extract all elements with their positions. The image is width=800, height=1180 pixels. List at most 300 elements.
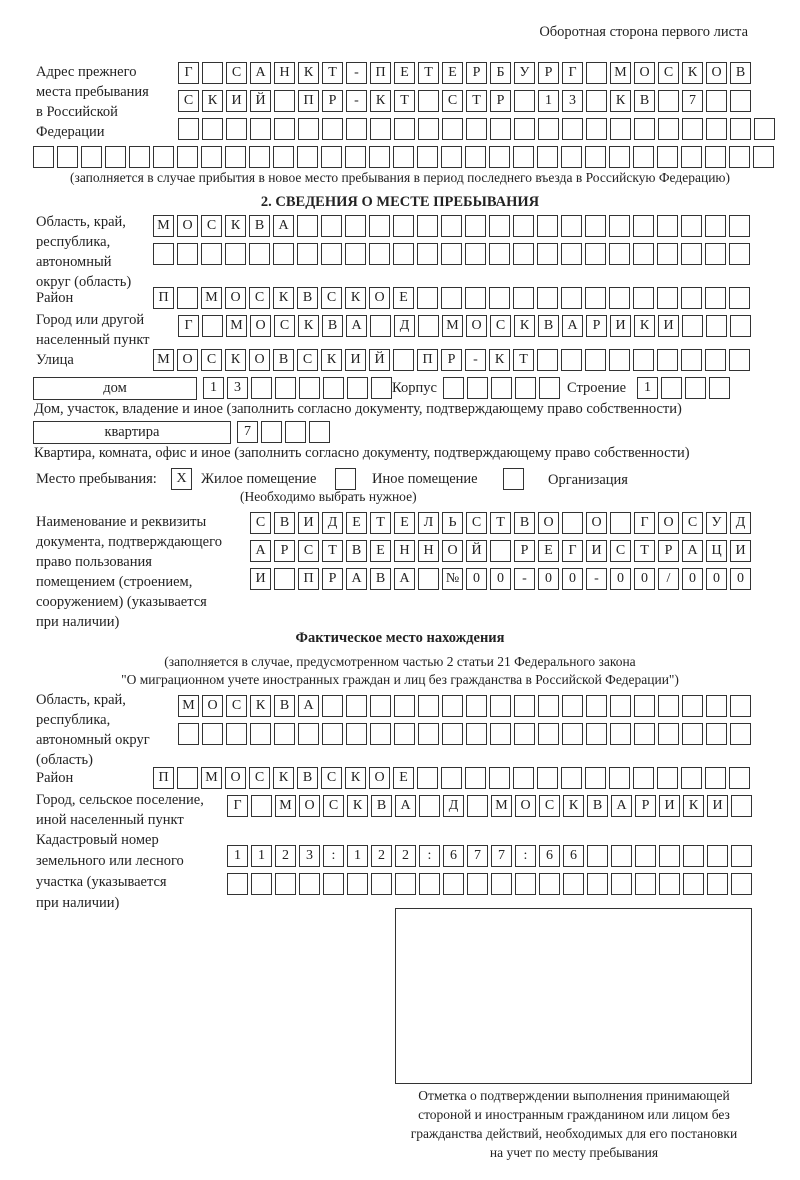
char-cell[interactable]: - bbox=[346, 62, 367, 84]
char-cell[interactable] bbox=[489, 287, 510, 309]
char-cell[interactable] bbox=[322, 695, 343, 717]
char-cell[interactable] bbox=[491, 377, 512, 399]
char-cell[interactable]: 2 bbox=[371, 845, 392, 867]
char-cell[interactable]: 0 bbox=[562, 568, 583, 590]
char-cell[interactable] bbox=[609, 767, 630, 789]
char-cell[interactable] bbox=[514, 90, 535, 112]
char-cell[interactable] bbox=[633, 767, 654, 789]
char-cell[interactable] bbox=[322, 118, 343, 140]
char-cell[interactable] bbox=[681, 287, 702, 309]
char-cell[interactable] bbox=[657, 767, 678, 789]
char-cell[interactable]: Г bbox=[634, 512, 655, 534]
char-cell[interactable]: 1 bbox=[538, 90, 559, 112]
char-cell[interactable] bbox=[251, 377, 272, 399]
char-cell[interactable] bbox=[539, 377, 560, 399]
char-cell[interactable]: 2 bbox=[395, 845, 416, 867]
char-cell[interactable] bbox=[609, 215, 630, 237]
char-cell[interactable] bbox=[417, 287, 438, 309]
char-cell[interactable]: Е bbox=[393, 767, 414, 789]
char-cell[interactable]: М bbox=[153, 215, 174, 237]
char-cell[interactable]: А bbox=[346, 568, 367, 590]
char-cell[interactable]: А bbox=[346, 315, 367, 337]
char-cell[interactable]: В bbox=[538, 315, 559, 337]
char-cell[interactable] bbox=[586, 62, 607, 84]
char-cell[interactable] bbox=[491, 873, 512, 895]
char-cell[interactable]: - bbox=[586, 568, 607, 590]
char-cell[interactable] bbox=[251, 795, 272, 817]
char-cell[interactable] bbox=[225, 243, 246, 265]
char-cell[interactable]: В bbox=[730, 62, 751, 84]
char-cell[interactable]: 0 bbox=[538, 568, 559, 590]
char-cell[interactable] bbox=[661, 377, 682, 399]
char-cell[interactable]: К bbox=[202, 90, 223, 112]
char-cell[interactable]: С bbox=[226, 62, 247, 84]
char-cell[interactable] bbox=[730, 90, 751, 112]
char-cell[interactable] bbox=[513, 146, 534, 168]
char-cell[interactable] bbox=[274, 723, 295, 745]
char-cell[interactable] bbox=[635, 845, 656, 867]
char-cell[interactable] bbox=[153, 146, 174, 168]
char-cell[interactable] bbox=[682, 695, 703, 717]
char-cell[interactable] bbox=[634, 695, 655, 717]
char-cell[interactable] bbox=[441, 215, 462, 237]
char-cell[interactable] bbox=[515, 873, 536, 895]
char-cell[interactable]: Р bbox=[658, 540, 679, 562]
char-cell[interactable] bbox=[419, 795, 440, 817]
char-cell[interactable] bbox=[393, 243, 414, 265]
char-cell[interactable]: И bbox=[659, 795, 680, 817]
char-cell[interactable] bbox=[561, 287, 582, 309]
char-cell[interactable]: С bbox=[249, 767, 270, 789]
char-cell[interactable] bbox=[633, 349, 654, 371]
char-cell[interactable]: 0 bbox=[706, 568, 727, 590]
char-cell[interactable] bbox=[729, 287, 750, 309]
char-cell[interactable] bbox=[201, 146, 222, 168]
char-cell[interactable]: О bbox=[177, 349, 198, 371]
char-cell[interactable]: А bbox=[611, 795, 632, 817]
char-cell[interactable]: М bbox=[442, 315, 463, 337]
char-cell[interactable]: О bbox=[515, 795, 536, 817]
char-cell[interactable]: 3 bbox=[562, 90, 583, 112]
char-cell[interactable]: В bbox=[273, 349, 294, 371]
char-cell[interactable]: Г bbox=[562, 62, 583, 84]
char-cell[interactable] bbox=[705, 146, 726, 168]
char-cell[interactable]: Й bbox=[250, 90, 271, 112]
char-cell[interactable]: О bbox=[466, 315, 487, 337]
char-cell[interactable] bbox=[441, 767, 462, 789]
char-cell[interactable]: Д bbox=[730, 512, 751, 534]
char-cell[interactable] bbox=[633, 287, 654, 309]
char-cell[interactable] bbox=[513, 215, 534, 237]
char-cell[interactable] bbox=[250, 118, 271, 140]
char-cell[interactable] bbox=[275, 873, 296, 895]
char-cell[interactable] bbox=[153, 243, 174, 265]
char-cell[interactable] bbox=[682, 118, 703, 140]
char-cell[interactable] bbox=[514, 695, 535, 717]
char-cell[interactable]: В bbox=[322, 315, 343, 337]
char-cell[interactable] bbox=[105, 146, 126, 168]
char-cell[interactable]: Е bbox=[393, 287, 414, 309]
char-cell[interactable] bbox=[633, 215, 654, 237]
char-cell[interactable]: Б bbox=[490, 62, 511, 84]
char-cell[interactable] bbox=[489, 243, 510, 265]
char-cell[interactable]: К bbox=[370, 90, 391, 112]
char-cell[interactable] bbox=[489, 767, 510, 789]
char-cell[interactable]: С bbox=[249, 287, 270, 309]
char-cell[interactable] bbox=[417, 215, 438, 237]
char-cell[interactable]: Т bbox=[322, 540, 343, 562]
char-cell[interactable] bbox=[706, 315, 727, 337]
char-cell[interactable] bbox=[658, 723, 679, 745]
char-cell[interactable] bbox=[585, 767, 606, 789]
char-cell[interactable]: С bbox=[539, 795, 560, 817]
char-cell[interactable]: А bbox=[250, 62, 271, 84]
char-cell[interactable]: В bbox=[370, 568, 391, 590]
char-cell[interactable] bbox=[226, 118, 247, 140]
char-cell[interactable] bbox=[321, 215, 342, 237]
char-cell[interactable]: С bbox=[201, 215, 222, 237]
char-cell[interactable]: Л bbox=[418, 512, 439, 534]
char-cell[interactable] bbox=[467, 795, 488, 817]
char-cell[interactable] bbox=[563, 873, 584, 895]
char-cell[interactable] bbox=[682, 315, 703, 337]
char-cell[interactable]: В bbox=[297, 767, 318, 789]
char-cell[interactable] bbox=[609, 287, 630, 309]
char-cell[interactable]: 0 bbox=[490, 568, 511, 590]
char-cell[interactable] bbox=[562, 512, 583, 534]
char-cell[interactable] bbox=[465, 287, 486, 309]
char-cell[interactable] bbox=[347, 377, 368, 399]
char-cell[interactable]: И bbox=[345, 349, 366, 371]
char-cell[interactable] bbox=[681, 767, 702, 789]
char-cell[interactable]: П bbox=[298, 90, 319, 112]
char-cell[interactable] bbox=[394, 118, 415, 140]
char-cell[interactable]: В bbox=[634, 90, 655, 112]
char-cell[interactable]: И bbox=[298, 512, 319, 534]
char-cell[interactable]: Р bbox=[322, 90, 343, 112]
char-cell[interactable] bbox=[659, 845, 680, 867]
char-cell[interactable] bbox=[441, 243, 462, 265]
char-cell[interactable]: К bbox=[489, 349, 510, 371]
char-cell[interactable] bbox=[658, 118, 679, 140]
char-cell[interactable] bbox=[418, 118, 439, 140]
char-cell[interactable] bbox=[275, 377, 296, 399]
char-cell[interactable] bbox=[225, 146, 246, 168]
char-cell[interactable] bbox=[730, 695, 751, 717]
char-cell[interactable]: Г bbox=[178, 62, 199, 84]
char-cell[interactable] bbox=[610, 512, 631, 534]
char-cell[interactable]: О bbox=[586, 512, 607, 534]
char-cell[interactable]: С bbox=[321, 767, 342, 789]
flat-type-field[interactable]: квартира bbox=[33, 421, 231, 444]
char-cell[interactable]: Ь bbox=[442, 512, 463, 534]
char-cell[interactable]: П bbox=[153, 767, 174, 789]
char-cell[interactable] bbox=[297, 146, 318, 168]
char-cell[interactable]: № bbox=[442, 568, 463, 590]
char-cell[interactable]: К bbox=[683, 795, 704, 817]
char-cell[interactable]: А bbox=[394, 568, 415, 590]
char-cell[interactable] bbox=[562, 723, 583, 745]
char-cell[interactable] bbox=[298, 118, 319, 140]
char-cell[interactable] bbox=[417, 767, 438, 789]
char-cell[interactable]: С bbox=[321, 287, 342, 309]
char-cell[interactable]: И bbox=[226, 90, 247, 112]
char-cell[interactable] bbox=[418, 568, 439, 590]
char-cell[interactable] bbox=[514, 723, 535, 745]
char-cell[interactable]: - bbox=[465, 349, 486, 371]
char-cell[interactable]: Д bbox=[322, 512, 343, 534]
char-cell[interactable]: 0 bbox=[730, 568, 751, 590]
char-cell[interactable]: И bbox=[707, 795, 728, 817]
char-cell[interactable] bbox=[633, 146, 654, 168]
char-cell[interactable] bbox=[370, 695, 391, 717]
char-cell[interactable] bbox=[705, 287, 726, 309]
char-cell[interactable]: И bbox=[658, 315, 679, 337]
char-cell[interactable]: Ц bbox=[706, 540, 727, 562]
char-cell[interactable] bbox=[274, 568, 295, 590]
char-cell[interactable] bbox=[178, 118, 199, 140]
char-cell[interactable] bbox=[274, 90, 295, 112]
char-cell[interactable] bbox=[370, 118, 391, 140]
char-cell[interactable]: О bbox=[538, 512, 559, 534]
char-cell[interactable] bbox=[371, 377, 392, 399]
char-cell[interactable] bbox=[561, 767, 582, 789]
char-cell[interactable] bbox=[177, 146, 198, 168]
char-cell[interactable] bbox=[466, 118, 487, 140]
char-cell[interactable]: В bbox=[249, 215, 270, 237]
stay-option-checkbox-residential[interactable]: X bbox=[171, 468, 192, 490]
char-cell[interactable] bbox=[465, 215, 486, 237]
char-cell[interactable] bbox=[705, 215, 726, 237]
char-cell[interactable] bbox=[393, 146, 414, 168]
char-cell[interactable] bbox=[683, 873, 704, 895]
char-cell[interactable]: 0 bbox=[466, 568, 487, 590]
char-cell[interactable] bbox=[489, 215, 510, 237]
char-cell[interactable] bbox=[562, 695, 583, 717]
char-cell[interactable]: А bbox=[395, 795, 416, 817]
char-cell[interactable]: С bbox=[610, 540, 631, 562]
char-cell[interactable]: Т bbox=[418, 62, 439, 84]
char-cell[interactable]: Е bbox=[394, 62, 415, 84]
char-cell[interactable] bbox=[707, 873, 728, 895]
char-cell[interactable] bbox=[226, 723, 247, 745]
char-cell[interactable]: А bbox=[562, 315, 583, 337]
char-cell[interactable] bbox=[323, 873, 344, 895]
char-cell[interactable]: : bbox=[323, 845, 344, 867]
char-cell[interactable] bbox=[395, 873, 416, 895]
char-cell[interactable] bbox=[321, 146, 342, 168]
char-cell[interactable]: М bbox=[153, 349, 174, 371]
char-cell[interactable] bbox=[538, 723, 559, 745]
char-cell[interactable] bbox=[731, 873, 752, 895]
char-cell[interactable]: 0 bbox=[682, 568, 703, 590]
char-cell[interactable] bbox=[81, 146, 102, 168]
char-cell[interactable] bbox=[177, 767, 198, 789]
char-cell[interactable]: Д bbox=[443, 795, 464, 817]
char-cell[interactable]: Й bbox=[369, 349, 390, 371]
house-type-field[interactable]: дом bbox=[33, 377, 197, 400]
char-cell[interactable] bbox=[705, 767, 726, 789]
char-cell[interactable]: А bbox=[250, 540, 271, 562]
char-cell[interactable] bbox=[418, 695, 439, 717]
char-cell[interactable] bbox=[345, 243, 366, 265]
char-cell[interactable]: Т bbox=[513, 349, 534, 371]
char-cell[interactable] bbox=[706, 90, 727, 112]
char-cell[interactable] bbox=[706, 723, 727, 745]
char-cell[interactable]: М bbox=[610, 62, 631, 84]
char-cell[interactable]: М bbox=[178, 695, 199, 717]
char-cell[interactable] bbox=[202, 315, 223, 337]
char-cell[interactable] bbox=[250, 723, 271, 745]
char-cell[interactable]: С bbox=[297, 349, 318, 371]
char-cell[interactable] bbox=[261, 421, 282, 443]
char-cell[interactable] bbox=[753, 146, 774, 168]
char-cell[interactable]: Й bbox=[466, 540, 487, 562]
char-cell[interactable]: Т bbox=[490, 512, 511, 534]
char-cell[interactable] bbox=[297, 215, 318, 237]
char-cell[interactable]: А bbox=[273, 215, 294, 237]
char-cell[interactable]: Д bbox=[394, 315, 415, 337]
char-cell[interactable] bbox=[321, 243, 342, 265]
char-cell[interactable] bbox=[201, 243, 222, 265]
char-cell[interactable] bbox=[513, 243, 534, 265]
char-cell[interactable] bbox=[729, 767, 750, 789]
char-cell[interactable]: 6 bbox=[443, 845, 464, 867]
char-cell[interactable]: 7 bbox=[682, 90, 703, 112]
char-cell[interactable] bbox=[273, 243, 294, 265]
char-cell[interactable]: Т bbox=[394, 90, 415, 112]
char-cell[interactable]: А bbox=[682, 540, 703, 562]
char-cell[interactable] bbox=[729, 215, 750, 237]
char-cell[interactable] bbox=[489, 146, 510, 168]
char-cell[interactable]: К bbox=[345, 767, 366, 789]
char-cell[interactable] bbox=[442, 695, 463, 717]
char-cell[interactable] bbox=[562, 118, 583, 140]
char-cell[interactable] bbox=[561, 349, 582, 371]
char-cell[interactable]: К bbox=[345, 287, 366, 309]
char-cell[interactable]: У bbox=[706, 512, 727, 534]
char-cell[interactable] bbox=[681, 215, 702, 237]
char-cell[interactable] bbox=[561, 215, 582, 237]
char-cell[interactable] bbox=[418, 315, 439, 337]
char-cell[interactable] bbox=[202, 62, 223, 84]
char-cell[interactable] bbox=[730, 723, 751, 745]
char-cell[interactable]: С bbox=[274, 315, 295, 337]
char-cell[interactable] bbox=[706, 118, 727, 140]
char-cell[interactable] bbox=[659, 873, 680, 895]
char-cell[interactable]: Н bbox=[274, 62, 295, 84]
char-cell[interactable] bbox=[309, 421, 330, 443]
char-cell[interactable] bbox=[537, 215, 558, 237]
char-cell[interactable] bbox=[394, 695, 415, 717]
char-cell[interactable] bbox=[322, 723, 343, 745]
char-cell[interactable] bbox=[754, 118, 775, 140]
char-cell[interactable] bbox=[610, 723, 631, 745]
stay-option-checkbox-other[interactable] bbox=[335, 468, 356, 490]
char-cell[interactable] bbox=[393, 349, 414, 371]
char-cell[interactable]: М bbox=[201, 287, 222, 309]
char-cell[interactable] bbox=[730, 118, 751, 140]
char-cell[interactable]: Р bbox=[441, 349, 462, 371]
char-cell[interactable]: П bbox=[153, 287, 174, 309]
char-cell[interactable] bbox=[346, 118, 367, 140]
char-cell[interactable]: : bbox=[419, 845, 440, 867]
char-cell[interactable] bbox=[609, 243, 630, 265]
char-cell[interactable] bbox=[729, 243, 750, 265]
char-cell[interactable] bbox=[537, 243, 558, 265]
char-cell[interactable] bbox=[586, 695, 607, 717]
char-cell[interactable]: О bbox=[442, 540, 463, 562]
char-cell[interactable] bbox=[609, 349, 630, 371]
char-cell[interactable]: О bbox=[706, 62, 727, 84]
char-cell[interactable]: П bbox=[370, 62, 391, 84]
char-cell[interactable] bbox=[537, 349, 558, 371]
char-cell[interactable]: 2 bbox=[275, 845, 296, 867]
char-cell[interactable]: 3 bbox=[227, 377, 248, 399]
char-cell[interactable]: О bbox=[369, 287, 390, 309]
char-cell[interactable] bbox=[633, 243, 654, 265]
char-cell[interactable] bbox=[418, 723, 439, 745]
char-cell[interactable]: К bbox=[634, 315, 655, 337]
char-cell[interactable]: 7 bbox=[467, 845, 488, 867]
char-cell[interactable]: К bbox=[321, 349, 342, 371]
char-cell[interactable]: П bbox=[298, 568, 319, 590]
char-cell[interactable] bbox=[585, 215, 606, 237]
char-cell[interactable] bbox=[585, 287, 606, 309]
char-cell[interactable]: К bbox=[298, 62, 319, 84]
char-cell[interactable]: А bbox=[298, 695, 319, 717]
char-cell[interactable] bbox=[706, 695, 727, 717]
char-cell[interactable] bbox=[515, 377, 536, 399]
char-cell[interactable]: К bbox=[514, 315, 535, 337]
char-cell[interactable]: С bbox=[226, 695, 247, 717]
char-cell[interactable]: С bbox=[658, 62, 679, 84]
char-cell[interactable] bbox=[585, 243, 606, 265]
char-cell[interactable] bbox=[587, 873, 608, 895]
char-cell[interactable]: В bbox=[274, 695, 295, 717]
char-cell[interactable]: И bbox=[586, 540, 607, 562]
char-cell[interactable] bbox=[731, 845, 752, 867]
char-cell[interactable] bbox=[441, 287, 462, 309]
char-cell[interactable] bbox=[539, 873, 560, 895]
char-cell[interactable] bbox=[443, 873, 464, 895]
char-cell[interactable]: О bbox=[658, 512, 679, 534]
char-cell[interactable]: 1 bbox=[251, 845, 272, 867]
char-cell[interactable]: Е bbox=[370, 540, 391, 562]
char-cell[interactable]: 1 bbox=[637, 377, 658, 399]
char-cell[interactable]: 0 bbox=[634, 568, 655, 590]
char-cell[interactable]: Е bbox=[394, 512, 415, 534]
char-cell[interactable] bbox=[466, 723, 487, 745]
char-cell[interactable] bbox=[394, 723, 415, 745]
char-cell[interactable] bbox=[514, 118, 535, 140]
char-cell[interactable]: О bbox=[250, 315, 271, 337]
char-cell[interactable]: К bbox=[225, 215, 246, 237]
char-cell[interactable]: / bbox=[658, 568, 679, 590]
char-cell[interactable]: О bbox=[225, 767, 246, 789]
char-cell[interactable]: Г bbox=[562, 540, 583, 562]
char-cell[interactable]: В bbox=[297, 287, 318, 309]
char-cell[interactable] bbox=[393, 215, 414, 237]
char-cell[interactable] bbox=[730, 315, 751, 337]
char-cell[interactable] bbox=[586, 723, 607, 745]
char-cell[interactable] bbox=[705, 349, 726, 371]
char-cell[interactable] bbox=[178, 723, 199, 745]
char-cell[interactable] bbox=[417, 146, 438, 168]
char-cell[interactable]: В bbox=[346, 540, 367, 562]
char-cell[interactable] bbox=[561, 146, 582, 168]
char-cell[interactable]: У bbox=[514, 62, 535, 84]
